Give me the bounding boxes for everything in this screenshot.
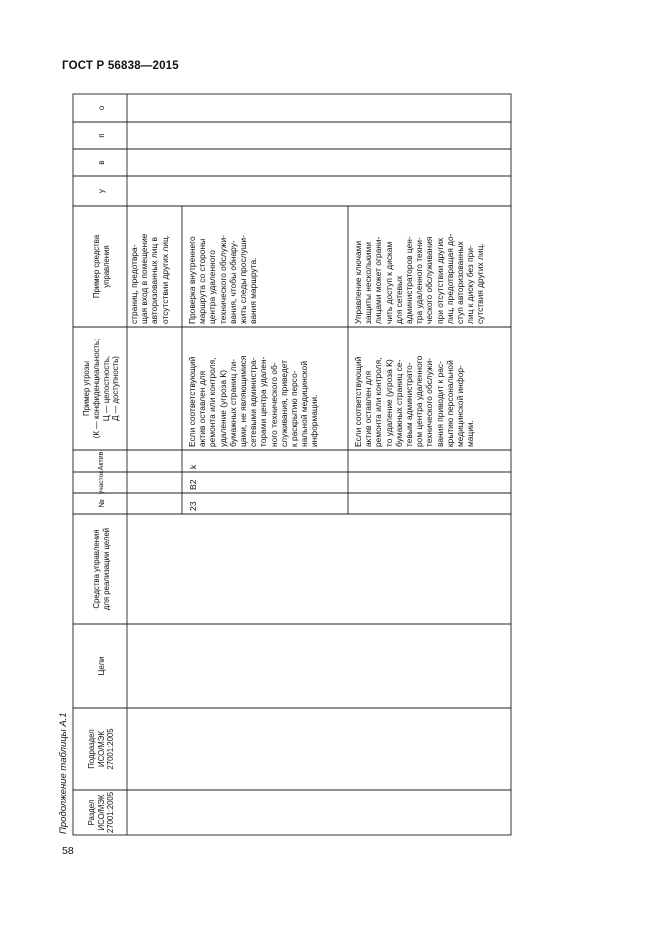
row2-uchastok: В2 bbox=[188, 479, 198, 490]
row3-primer-ugrozy: Если соответствующий актив оставлен для ремонта или контроля, то удаление (угроза К) бумажных страниц се- тевым администрато- ром центра удаленного технического обслужи- вания приводит к рас- крытию персональной медицинской инфор- мации. bbox=[353, 355, 476, 447]
row2-nomer: 23 bbox=[188, 501, 198, 511]
header-u: у bbox=[96, 189, 106, 193]
header-primer-ugrozy: Пример угрозы (К — конфиденциальность; Ц — целостность, Д — доступность) bbox=[82, 338, 121, 439]
page-number: 58 bbox=[62, 845, 74, 857]
row3-primer-sredstva: Управление ключами защиты несколькими лицами может ограни- чить доступ к дискам для сетевых администраторов цен- тра удаленного техни- ческого обслуживания при отсутствии других лиц, предотвращая до- ступ авторизованных лиц к диску без при- сутствия других лиц. bbox=[353, 233, 486, 324]
header-uchastok: участок bbox=[97, 470, 105, 495]
header-sredstva: Средства управления для реализации целей bbox=[91, 527, 111, 611]
header-aktiv: Актив bbox=[97, 451, 105, 471]
header-p: п bbox=[96, 133, 106, 138]
header-razdel: Раздел ИСО/МЭК 27001:2005 bbox=[87, 791, 116, 834]
header-o: о bbox=[96, 105, 106, 111]
table-continuation-caption: Продолжение таблицы А.1 bbox=[58, 712, 69, 834]
row1-primer-sredstva: страниц, предотвра- щая вход в помещение авторизованных лиц в отсутствии других лиц. bbox=[129, 233, 170, 324]
header-podrazdel: Подраздел ИСО/МЭК 27001:2005 bbox=[87, 728, 116, 770]
row2-aktiv: k bbox=[188, 464, 198, 469]
header-v: в bbox=[96, 160, 106, 165]
row2-primer-sredstva: Проверка внутреннего маршрута со стороны центра удаленного технического обслужи- вания, чтобы обнару- жить следы прослуши- вания маршрута. bbox=[187, 235, 259, 324]
header-nomer: № bbox=[96, 499, 106, 508]
header-primer-sredstva: Пример средства управления bbox=[91, 234, 111, 299]
document-header: ГОСТ Р 56838—2015 bbox=[62, 60, 179, 72]
row2-primer-ugrozy: Если соответствующий актив оставлен для ремонта или контроля, удаление (угроза К) бумажных страниц ли- цами, не являющимися сетевыми администра- торами центра удален- ного технического об- служивания, приведет к раскрытию персо- нальной медицинской информации. bbox=[187, 355, 320, 447]
header-celi: Цели bbox=[96, 656, 106, 676]
